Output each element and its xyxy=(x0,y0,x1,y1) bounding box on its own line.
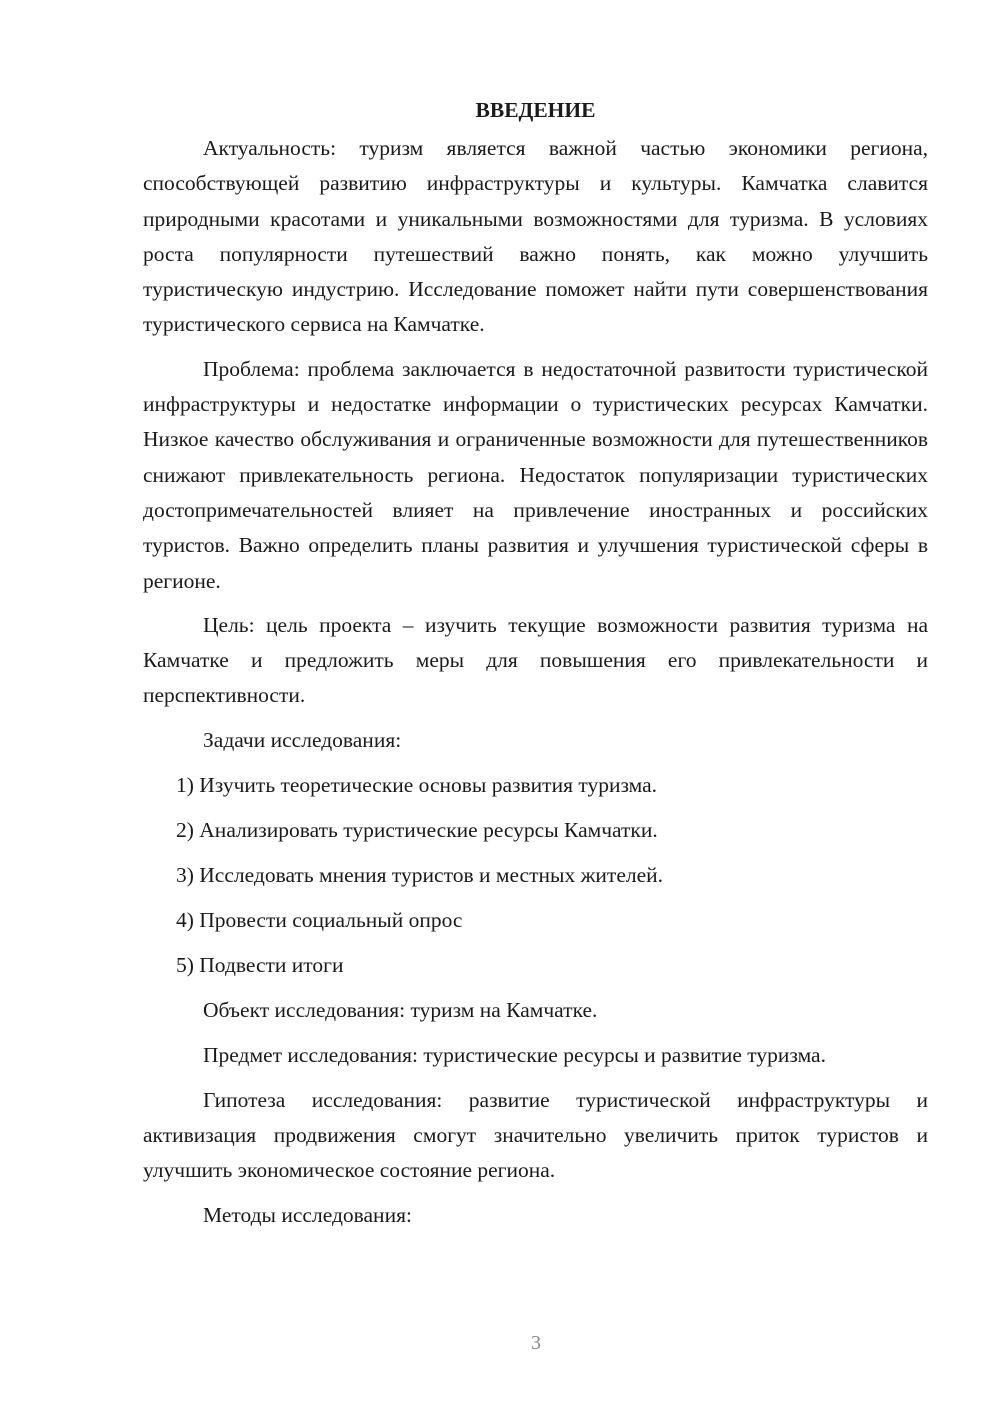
goal-paragraph: Цель: цель проекта – изучить текущие возможности развития туризма на Камчатке и предложить меры для повышения его привлекательности и перспективности. xyxy=(143,612,928,708)
document-page xyxy=(143,93,928,1243)
section-heading: ВВЕДЕНИЕ xyxy=(475,98,596,122)
task-item-4: 4) Провести социальный опрос xyxy=(176,907,463,932)
object-paragraph: Объект исследования: туризм на Камчатке. xyxy=(203,997,598,1022)
methods-paragraph: Методы исследования: xyxy=(203,1202,412,1227)
task-item-5: 5) Подвести итоги xyxy=(176,952,344,977)
problem-paragraph: Проблема: проблема заключается в недостаточной развитости туристической инфраструктуры и недостатке информации о туристических ресурсах Камчатки. Низкое качество обслуживания и ограниченные возможности для путешественников снижают привлекательность региона. Недостаток популяризации туристических достопримечательностей влияет на привлечение иностранных и российских туристов. Важно определить планы развития и улучшения туристической сферы в регионе. xyxy=(143,356,928,593)
subject-paragraph: Предмет исследования: туристические ресурсы и развитие туризма. xyxy=(203,1042,826,1067)
relevance-paragraph: Актуальность: туризм является важной частью экономики региона, способствующей развитию инфраструктуры и культуры. Камчатка славится природными красотами и уникальными возможностями для туризма. В условиях роста популярности путешествий важно понять, как можно улучшить туристическую индустрию. Исследование поможет найти пути совершенствования туристического сервиса на Камчатке. xyxy=(143,136,928,337)
hypothesis-paragraph: Гипотеза исследования: развитие туристической инфраструктуры и активизация продвижения смогут значительно увеличить приток туристов и улучшить экономическое состояние региона. xyxy=(143,1087,928,1183)
page-number: 3 xyxy=(531,1332,541,1354)
task-item-1: 1) Изучить теоретические основы развития туризма. xyxy=(176,772,658,797)
task-item-3: 3) Исследовать мнения туристов и местных жителей. xyxy=(176,862,664,887)
tasks-title: Задачи исследования: xyxy=(203,727,402,752)
task-item-2: 2) Анализировать туристические ресурсы Камчатки. xyxy=(176,817,658,842)
